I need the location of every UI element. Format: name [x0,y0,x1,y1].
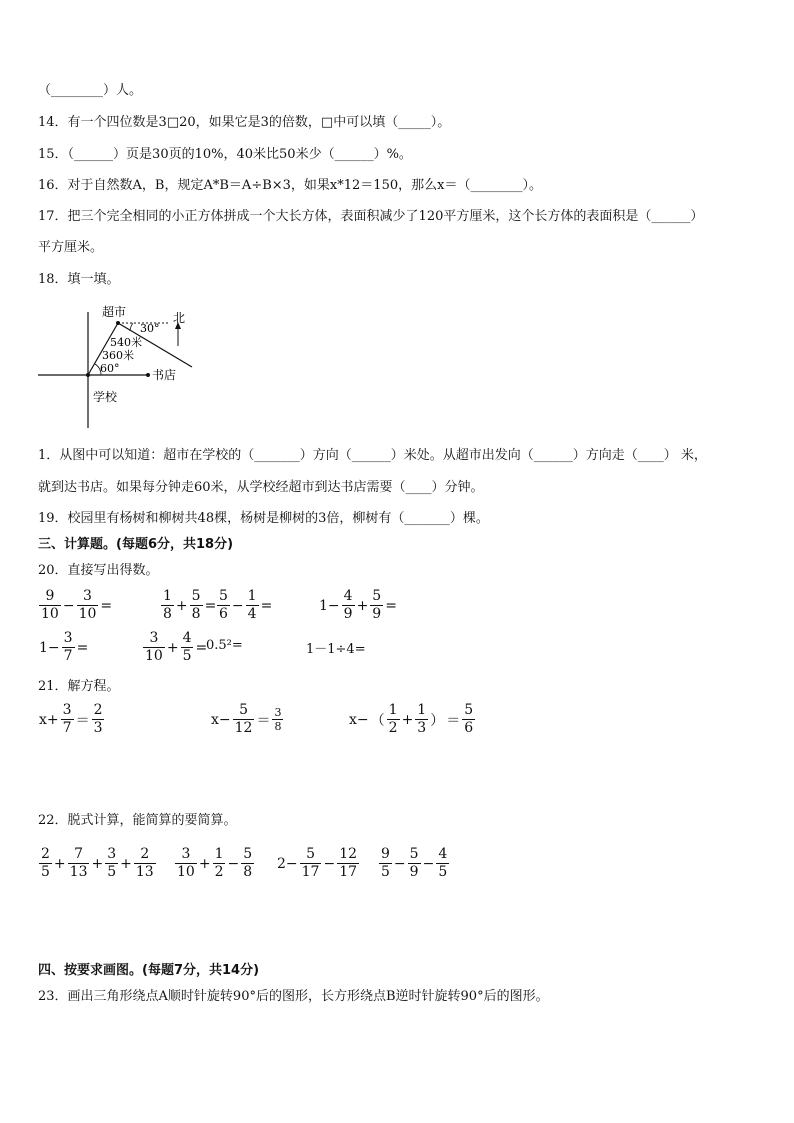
question-19: 19．校园里有杨树和柳树共48棵，杨树是柳树的3倍，柳树有（_______）棵。 [38,511,489,526]
question-16: 16．对于自然数A，B，规定A*B＝A÷B×3，如果x*12＝150，那么x＝（________）。 [38,178,542,193]
fraction: $\frac{3}{10}$ [145,630,163,664]
section-4-heading: 四、按要求画图。(每题7分，共14分) [38,963,260,978]
map-label-distance-540: 540米 [110,336,142,349]
fraction: $\frac{5}{12}$ [234,702,253,736]
map-label-school: 学校 [93,390,118,404]
fraction: $\frac{4}{9}$ [343,588,353,622]
section-3-heading: 三、计算题。(每题6分，共18分) [38,537,234,552]
calc-expr-2: $\frac{1}{8}$ + $\frac{5}{8}$ = [163,588,217,622]
fraction: $\frac{1}{8}$ [163,588,172,622]
fraction: $\frac{5}{8}$ [243,846,253,880]
fraction: $\frac{1}{3}$ [417,702,427,736]
fraction: $\frac{3}{10}$ [177,846,195,880]
fraction: $\frac{4}{5}$ [182,630,192,664]
fraction: $\frac{7}{13}$ [69,846,88,880]
calc-expr-1: $\frac{9}{10}$ − $\frac{3}{10}$ = [41,588,113,622]
equation-2: x− $\frac{5}{12}$ ＝ $\frac{3}{8}$ [211,702,282,736]
calc-expr-6: $\frac{3}{10}$ + $\frac{4}{5}$ = [145,630,208,664]
calc-expr-8: 1－1÷4= [306,642,366,657]
fraction: $\frac{3}{7}$ [63,630,73,664]
fraction: $\frac{1}{2}$ [214,846,224,880]
question-18: 18．填一填。 [38,272,120,287]
fraction: $\frac{5}{6}$ [219,588,228,622]
calc-step-expr-3: 2− $\frac{5}{17}$ − $\frac{12}{17}$ [277,846,358,880]
fraction: $\frac{5}{9}$ [372,588,382,622]
calc-step-expr-4: $\frac{9}{5}$ − $\frac{5}{9}$ − $\frac{4}{5}$ [381,846,448,880]
question-22: 22．脱式计算，能简算的要简算。 [38,813,237,828]
fraction: $\frac{9}{5}$ [381,846,390,880]
fraction: $\frac{5}{17}$ [301,846,320,880]
fraction: $\frac{3}{5}$ [107,846,117,880]
line-answer-continuation: （________）人。 [38,83,143,98]
fraction: $\frac{9}{10}$ [41,588,59,622]
calc-step-expr-2: $\frac{3}{10}$ + $\frac{1}{2}$ − $\frac{5}{8}$ [177,846,253,880]
question-18-sub1-line2: 就到达书店。如果每分钟走60米，从学校经超市到达书店需要（____）分钟。 [38,480,484,495]
question-17-line1: 17．把三个完全相同的小正方体拼成一个大长方体，表面积减少了120平方厘米，这个长方体的表面积是（______） [38,209,704,224]
fraction: $\frac{2}{5}$ [41,846,50,880]
map-label-north: 北 [173,311,186,325]
question-23: 23．画出三角形绕点A顺时针旋转90°后的图形，长方形绕点B逆时针旋转90°后的图形。 [38,989,549,1004]
calc-step-expr-1: $\frac{2}{5}$ + $\frac{7}{13}$ + $\frac{3}{5}$ + $\frac{2}{13}$ [41,846,154,880]
direction-map-diagram [38,298,218,433]
fraction: $\frac{4}{5}$ [438,846,448,880]
calc-expr-5: 1− $\frac{3}{7}$ = [39,630,89,664]
question-20: 20．直接写出得数。 [38,563,159,578]
fraction: $\frac{5}{9}$ [409,846,419,880]
map-label-supermarket: 超市 [102,305,127,319]
fraction: $\frac{3}{7}$ [62,702,72,736]
fraction: $\frac{2}{3}$ [93,702,103,736]
fraction: $\frac{2}{13}$ [135,846,154,880]
calc-expr-3: $\frac{5}{6}$ − $\frac{1}{4}$ = [219,588,273,622]
question-17-line2: 平方厘米。 [38,240,104,255]
equation-1: x+ $\frac{3}{7}$ ＝ $\frac{2}{3}$ [39,702,103,736]
question-21: 21．解方程。 [38,679,120,694]
equation-3: x− （ $\frac{1}{2}$ + $\frac{1}{3}$ ） ＝ $\frac{5}{6}$ [349,702,474,736]
map-label-bookstore: 书店 [152,368,177,382]
question-15: 15．（______）页是30页的10%，40米比50米少（______）%。 [38,147,412,162]
fraction: $\frac{3}{8}$ [274,706,282,733]
fraction: $\frac{12}{17}$ [339,846,358,880]
fraction: $\frac{1}{2}$ [388,702,398,736]
calc-expr-4: 1− $\frac{4}{9}$ + $\frac{5}{9}$ = [319,588,397,622]
fraction: $\frac{3}{10}$ [78,588,97,622]
fraction: $\frac{5}{8}$ [191,588,201,622]
map-label-angle-60: 60° [100,362,120,375]
calc-expr-7: 0.5²= [206,638,243,653]
fraction: $\frac{5}{6}$ [464,702,474,736]
fraction: $\frac{1}{4}$ [247,588,257,622]
question-18-sub1-line1: 1．从图中可以知道：超市在学校的（_______）方向（______）米处。从超市出发向（______）方向走（____） 米， [38,448,707,463]
map-label-distance-360: 360米 [102,349,134,362]
question-14: 14．有一个四位数是3□20，如果它是3的倍数，□中可以填（_____）。 [38,115,451,130]
map-label-angle-30: 30° [140,322,160,335]
